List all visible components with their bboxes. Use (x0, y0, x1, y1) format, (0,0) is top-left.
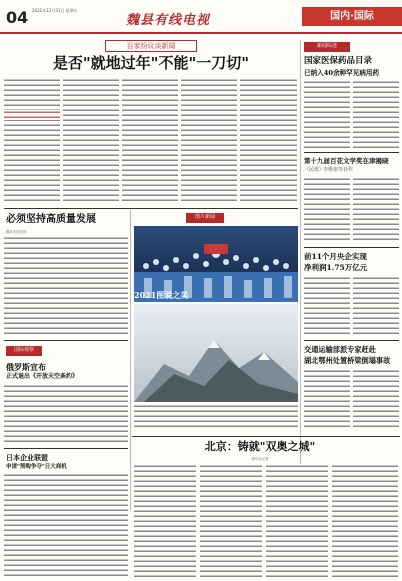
editorial-kicker: 百家纷议谈新闻 (105, 40, 197, 52)
right-body-4b (353, 369, 399, 429)
right-headline-4b: 湖北鄂州处置桥梁倒塌事故 (304, 356, 391, 365)
right-headline-4: 交通运输部派专家赶赴 (304, 345, 376, 354)
right-headline-1: 国家医保药品目录 (304, 56, 373, 66)
editorial-body-col2 (63, 78, 119, 203)
right-body-3b (353, 276, 399, 336)
right-headline-3: 前11个月央企实现 (304, 252, 367, 261)
beijing-body-4 (332, 464, 398, 577)
right-headline-3b: 净利润1.75万亿元 (304, 263, 368, 272)
intl-watch-label: 国际观察 (6, 346, 42, 356)
right-headline-2: 第十九届百花文学奖在津揭晓 (304, 157, 389, 165)
photo-caption-body (134, 404, 298, 430)
story-left-byline: 魏县有线电视 (6, 230, 27, 234)
right-body-2a (304, 177, 350, 243)
story-left-headline: 必须坚持高质量发展 (6, 214, 96, 225)
divider (4, 340, 128, 341)
story-left-body (4, 236, 128, 336)
masthead (0, 0, 402, 34)
law-body (4, 384, 128, 444)
editorial-quote (4, 110, 60, 120)
right-body-3a (304, 276, 350, 336)
divider (132, 436, 400, 437)
divider (304, 152, 399, 153)
right-body-1a (304, 80, 350, 148)
right-body-2b (353, 177, 399, 243)
dateline: 2021年12月31日 星期五 (32, 8, 78, 13)
right-body-4a (304, 369, 350, 429)
photo-banner: 图片新闻 (186, 213, 224, 223)
beijing-body-2 (200, 464, 262, 577)
editorial-body-col3 (122, 78, 178, 203)
right-headline-1b: 已纳入40余种罕见病用药 (304, 69, 380, 77)
divider (4, 448, 128, 449)
beijing-byline: 新华社记者 (251, 457, 269, 461)
beijing-headline: 北京：铸就"双奥之城" (204, 440, 316, 453)
japan-headline: 日本企业联盟 (6, 453, 48, 462)
beijing-body-1 (134, 464, 196, 577)
editorial-body-col4 (181, 78, 237, 203)
law-headline: 俄罗斯宣布 (6, 362, 46, 372)
divider (304, 340, 399, 341)
mountain-photo-image (134, 304, 298, 402)
editorial-headline: 是否"就地过年"不能"一刀切" (52, 54, 250, 72)
photo-mountain (134, 304, 298, 402)
photo-caption: 2021图说之美 (134, 290, 189, 300)
section-tab[interactable]: 国内·国际 (302, 7, 402, 26)
editorial-block (4, 40, 298, 74)
right-kicker: 新闻综述 (304, 42, 350, 52)
japan-subhead: 申请"预购争夺"日大商机 (6, 464, 67, 470)
page-number: 04 (6, 8, 29, 27)
law-subhead: 正式退出《开放天空条约》 (6, 373, 79, 380)
editorial-body-col1 (4, 78, 60, 203)
japan-body (4, 473, 128, 577)
divider (4, 208, 298, 209)
right-body-1b (353, 80, 399, 148)
beijing-body-3 (266, 464, 328, 577)
column-rule (130, 210, 131, 510)
editorial-body-col5 (240, 78, 297, 203)
brand-logo: 魏县有线电视 (126, 13, 211, 28)
divider (304, 247, 399, 248)
right-headline-2-sub: 《民歌》·李维康等获奖 (304, 167, 354, 173)
